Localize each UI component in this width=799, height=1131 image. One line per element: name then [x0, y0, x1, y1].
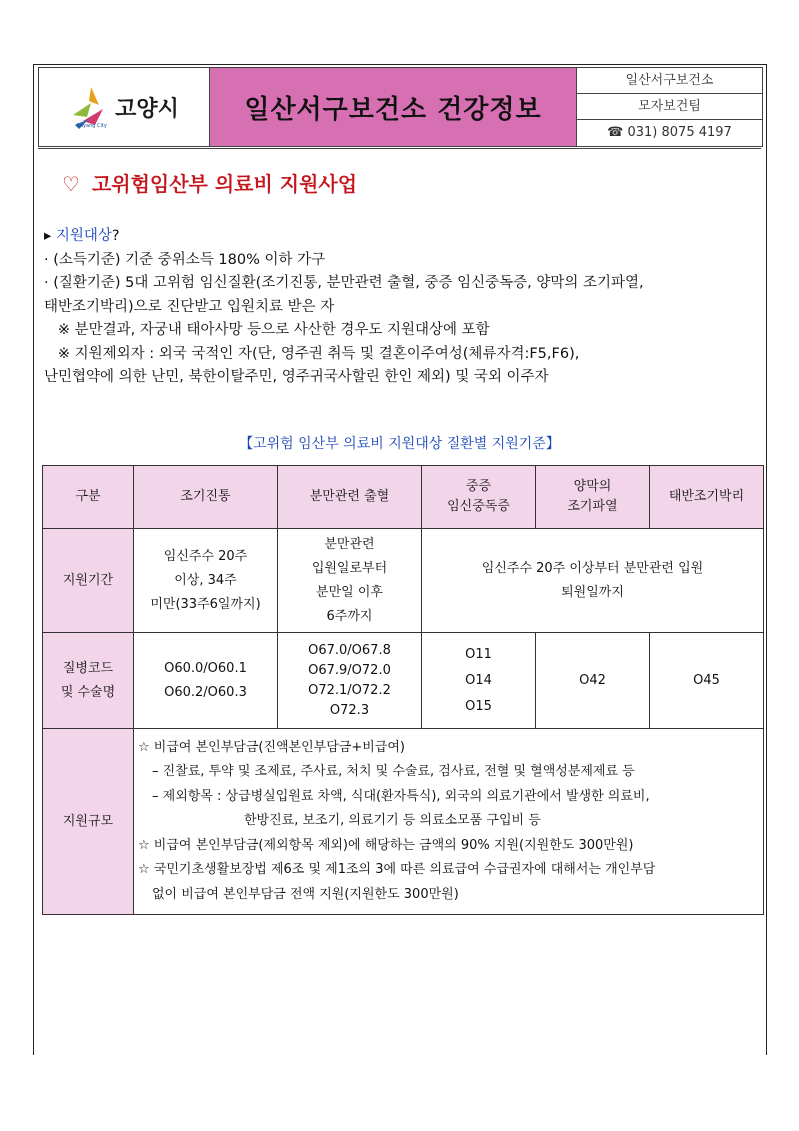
bullet-icon: ▸ [44, 228, 56, 244]
header-cell: 구분 [43, 466, 134, 529]
city-logo [39, 68, 210, 146]
table-row [43, 529, 764, 633]
scale-line: 없이 비급여 본인부담금 전액 지원(지원한도 300만원) [152, 886, 459, 902]
table-cell [134, 729, 764, 915]
table-cell: O67.0/O67.8 O67.9/O72.0 O72.1/O72.2 O72.3 [278, 633, 422, 729]
table-cell: O11 O14 O15 [422, 633, 536, 729]
table-row [43, 729, 764, 915]
table-cell: O45 [650, 633, 764, 729]
eligibility-label [44, 225, 764, 249]
contact-info [577, 68, 762, 146]
page-title: 일산서구보건소 건강정보 [244, 94, 542, 125]
header-cell: 분만관련 출혈 [278, 466, 422, 529]
row-label: 지원기간 [43, 529, 134, 633]
eligibility-line: 태반조기박리)으로 진단받고 입원치료 받은 자 [44, 298, 335, 315]
document-header [38, 67, 763, 147]
eligibility-line: · (소득기준) 기준 중위소득 180% 이하 가구 [44, 251, 326, 268]
heading-text: 고위험임산부 의료비 지원사업 [91, 172, 358, 196]
eligibility-line: ※ 분만결과, 자궁내 태아사망 등으로 사산한 경우도 지원대상에 포함 [44, 322, 490, 338]
heart-icon: ♡ [62, 172, 80, 196]
header-title-box [210, 68, 577, 146]
goyang-logo-icon [69, 85, 109, 129]
scale-line: ☆ 국민기초생활보장법 제6조 및 제1조의 3에 따른 의료급여 수급권자에 대해서는 개인부담 [138, 862, 656, 878]
table-cell: 임신주수 20주 이상, 34주 미만(33주6일까지) [134, 529, 278, 633]
support-criteria-table [42, 465, 764, 915]
section-heading [62, 168, 357, 197]
row-label: 지원규모 [43, 729, 134, 915]
table-cell: 임신주수 20주 이상부터 분만관련 입원 퇴원일까지 [422, 529, 764, 633]
header-cell: 태반조기박리 [650, 466, 764, 529]
table-row [43, 633, 764, 729]
office-name: 일산서구보건소 [577, 68, 762, 94]
scale-line: 한방진료, 보조기, 의료기기 등 의료소모품 구입비 등 [244, 813, 541, 829]
header-cell: 중증 임신중독증 [422, 466, 536, 529]
eligibility-section [44, 225, 764, 390]
scale-line: ☆ 비급여 본인부담금(진액본인부담금+비급여) [138, 739, 405, 755]
scale-line: – 진찰료, 투약 및 조제료, 주사료, 처치 및 수술료, 검사료, 전혈 및 혈액성분제제료 등 [152, 764, 635, 780]
row-label: 질병코드 및 수술명 [43, 633, 134, 729]
table-cell: 분만관련 입원일로부터 분만일 이후 6주까지 [278, 529, 422, 633]
header-cell: 조기진통 [134, 466, 278, 529]
eligibility-line: · (질환기준) 5대 고위험 임신질환(조기진통, 분만관련 출혈, 중증 임신중독증, 양막의 조기파열, [44, 275, 644, 291]
table-cell: O42 [536, 633, 650, 729]
scale-line: – 제외항목 : 상급병실입원료 차액, 식대(환자특식), 외국의 의료기관에서 발생한 의료비, [152, 788, 650, 804]
header-divider [38, 148, 761, 149]
logo-subtext: Goyang City [76, 123, 107, 129]
eligibility-label-suffix: ? [111, 228, 120, 244]
header-cell: 양막의 조기파열 [536, 466, 650, 529]
team-name: 모자보건팀 [577, 94, 762, 120]
eligibility-label-text: 지원대상 [55, 228, 112, 244]
scale-line: ☆ 비급여 본인부담금(제외항목 제외)에 해당하는 금액의 90% 지원(지원한도 300만원) [138, 837, 634, 853]
table-header-row [43, 466, 764, 529]
eligibility-line: 난민협약에 의한 난민, 북한이탈주민, 영주귀국사할린 한인 제외) 및 국외 이주자 [44, 369, 549, 385]
logo-text: 고양시 [115, 96, 179, 122]
table-caption: 【고위험 임산부 의료비 지원대상 질환별 지원기준】 [239, 436, 560, 452]
table-cell: O60.0/O60.1 O60.2/O60.3 [134, 633, 278, 729]
phone-number: ☎ 031) 8075 4197 [607, 125, 732, 140]
eligibility-line: ※ 지원제외자 : 외국 국적인 자(단, 영주권 취득 및 결혼이주여성(체류자격:F5,F6), [44, 345, 580, 362]
